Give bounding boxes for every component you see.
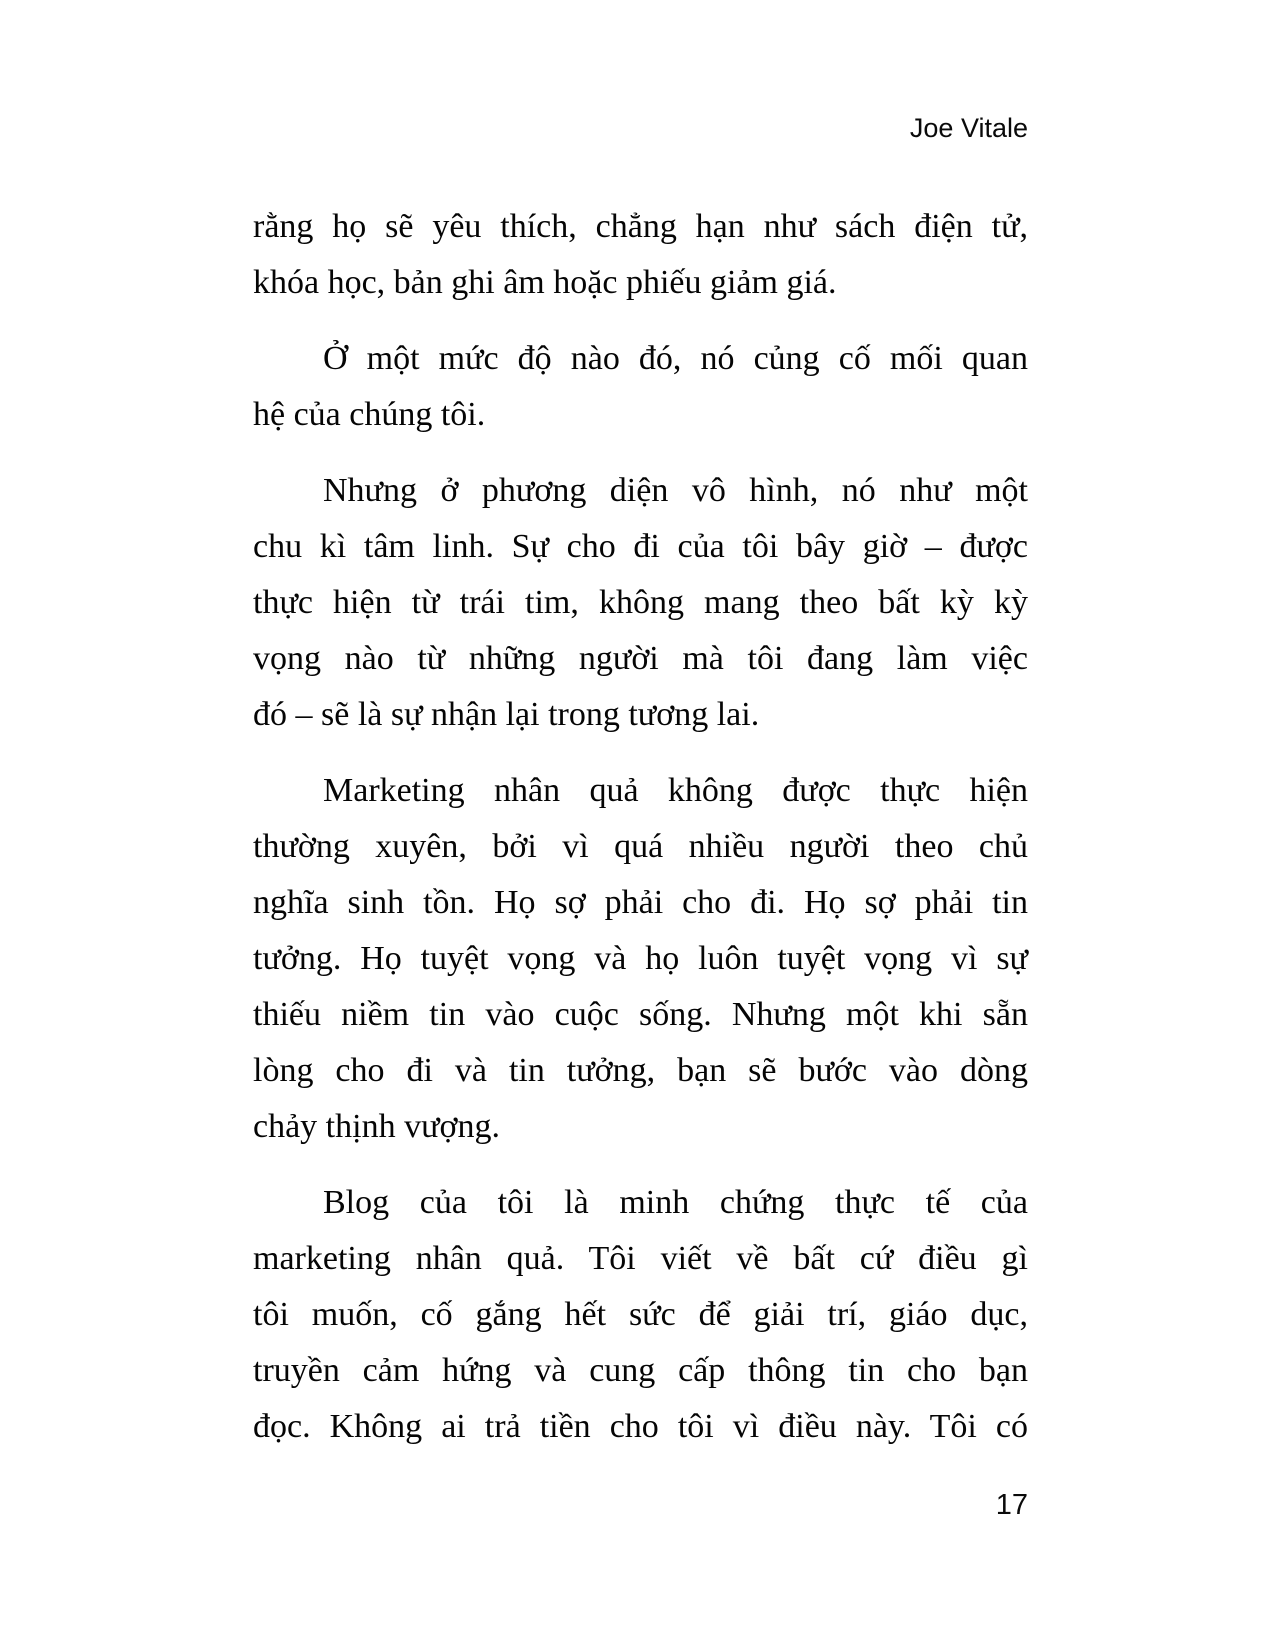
text-line: đó – sẽ là sự nhận lại trong tương lai.	[253, 696, 760, 733]
text-line: nghĩa sinh tồn. Họ sợ phải cho đi. Họ sợ phải tin	[253, 884, 1028, 921]
text-line: thiếu niềm tin vào cuộc sống. Nhưng một khi sẵn	[253, 996, 1028, 1033]
text-line: tôi muốn, cố gắng hết sức để giải trí, giáo dục,	[253, 1296, 1028, 1333]
text-line: thực hiện từ trái tim, không mang theo bất kỳ kỳ	[253, 584, 1028, 621]
text-line: chu kì tâm linh. Sự cho đi của tôi bây giờ – được	[253, 528, 1028, 565]
text-line: Ở một mức độ nào đó, nó củng cố mối quan	[323, 340, 1028, 377]
text-line: thường xuyên, bởi vì quá nhiều người theo chủ	[253, 828, 1028, 865]
text-line: hệ của chúng tôi.	[253, 396, 486, 433]
page-body	[253, 199, 1028, 1475]
text-line: rằng họ sẽ yêu thích, chẳng hạn như sách điện tử,	[253, 208, 1028, 245]
page-footer	[253, 1490, 1028, 1522]
text-line: khóa học, bản ghi âm hoặc phiếu giảm giá.	[253, 264, 837, 301]
text-line: Marketing nhân quả không được thực hiện	[323, 772, 1028, 809]
paragraph	[253, 763, 1028, 1155]
text-line: tưởng. Họ tuyệt vọng và họ luôn tuyệt vọng vì sự	[253, 940, 1028, 977]
paragraph	[253, 331, 1028, 443]
text-line: chảy thịnh vượng.	[253, 1108, 500, 1145]
text-line: đọc. Không ai trả tiền cho tôi vì điều này. Tôi có	[253, 1408, 1028, 1445]
text-line: lòng cho đi và tin tưởng, bạn sẽ bước vào dòng	[253, 1052, 1028, 1089]
page-number: 17	[995, 1489, 1028, 1521]
paragraph	[253, 199, 1028, 311]
running-title: Joe Vitale	[909, 113, 1028, 143]
text-line: Blog của tôi là minh chứng thực tế của	[323, 1184, 1028, 1221]
text-line: vọng nào từ những người mà tôi đang làm việc	[253, 640, 1028, 677]
text-line: marketing nhân quả. Tôi viết về bất cứ điều gì	[253, 1240, 1028, 1277]
page-header	[253, 114, 1028, 144]
paragraph	[253, 463, 1028, 743]
text-line: truyền cảm hứng và cung cấp thông tin cho bạn	[253, 1352, 1028, 1389]
paragraph	[253, 1175, 1028, 1455]
text-line: Nhưng ở phương diện vô hình, nó như một	[323, 472, 1028, 509]
